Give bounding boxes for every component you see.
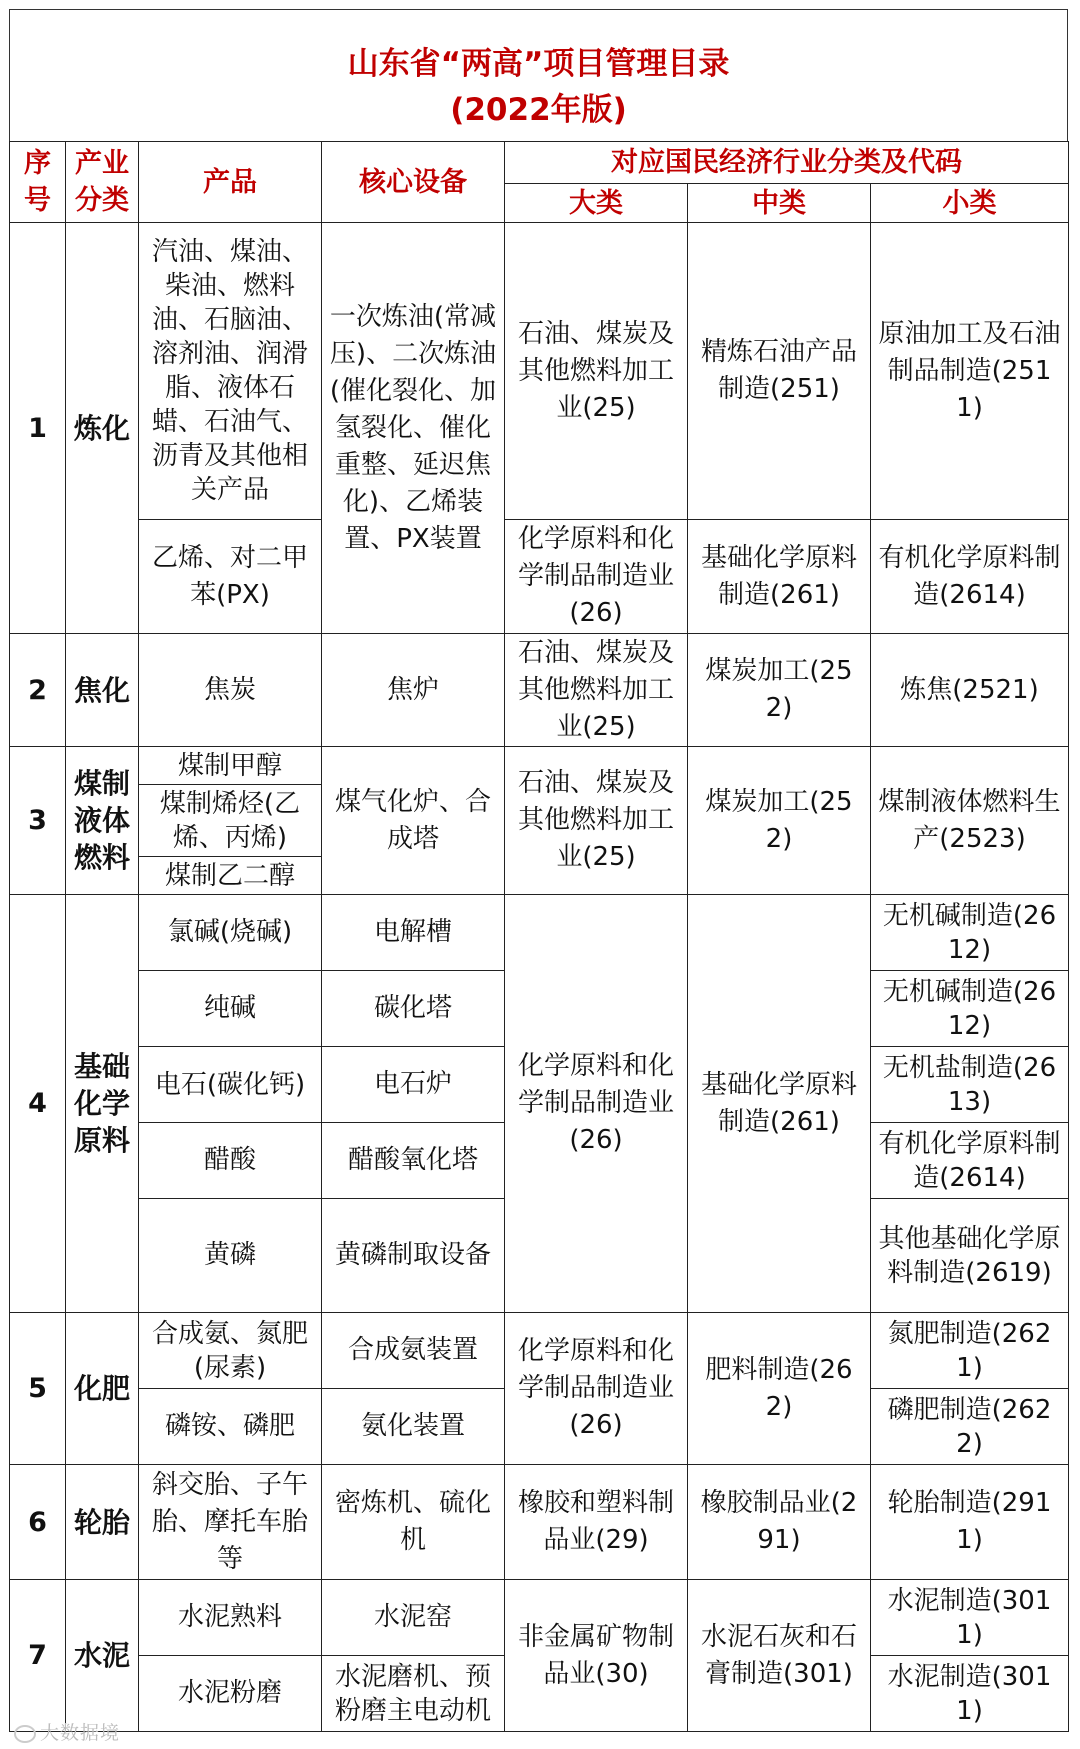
row-major: 石油、煤炭及其他燃料加工业(25) [505, 747, 688, 895]
header-middle: 中类 [688, 184, 871, 223]
row-seq: 7 [10, 1580, 66, 1732]
row-minor: 有机化学原料制造(2614) [871, 1123, 1069, 1199]
row-product: 汽油、煤油、柴油、燃料油、石脑油、溶剂油、润滑脂、液体石蜡、石油气、沥青及其他相关产品 [139, 223, 322, 520]
row-product: 焦炭 [139, 634, 322, 747]
table-row [10, 1313, 1069, 1389]
row-product: 磷铵、磷肥 [139, 1389, 322, 1465]
row-product: 合成氨、氮肥(尿素) [139, 1313, 322, 1389]
row-category: 煤制液体燃料 [66, 747, 139, 895]
row-equipment: 电解槽 [322, 895, 505, 971]
row-product: 水泥粉磨 [139, 1656, 322, 1732]
row-product: 乙烯、对二甲苯(PX) [139, 520, 322, 634]
catalog-table [9, 141, 1069, 1732]
row-major: 非金属矿物制品业(30) [505, 1580, 688, 1732]
row-minor: 无机盐制造(2613) [871, 1047, 1069, 1123]
row-equipment: 碳化塔 [322, 971, 505, 1047]
row-seq: 2 [10, 634, 66, 747]
row-product: 斜交胎、子午胎、摩托车胎等 [139, 1465, 322, 1580]
row-product: 煤制乙二醇 [139, 857, 322, 895]
row-product: 煤制烯烃(乙烯、丙烯) [139, 785, 322, 857]
row-equipment: 焦炉 [322, 634, 505, 747]
row-seq: 3 [10, 747, 66, 895]
row-middle: 精炼石油产品制造(251) [688, 223, 871, 520]
table-row [10, 1580, 1069, 1656]
row-minor: 轮胎制造(2911) [871, 1465, 1069, 1580]
row-seq: 5 [10, 1313, 66, 1465]
header-equipment: 核心设备 [322, 142, 505, 223]
row-minor: 无机碱制造(2612) [871, 895, 1069, 971]
watermark-text: 大数据境 [40, 1722, 121, 1744]
row-category: 焦化 [66, 634, 139, 747]
row-minor: 原油加工及石油制品制造(2511) [871, 223, 1069, 520]
row-product: 氯碱(烧碱) [139, 895, 322, 971]
watermark-logo-icon [14, 1725, 36, 1743]
row-minor: 水泥制造(3011) [871, 1656, 1069, 1732]
row-equipment: 黄磷制取设备 [322, 1199, 505, 1313]
row-major: 化学原料和化学制品制造业(26) [505, 1313, 688, 1465]
row-equipment: 电石炉 [322, 1047, 505, 1123]
watermark [14, 1718, 120, 1745]
row-major: 化学原料和化学制品制造业(26) [505, 895, 688, 1313]
row-minor: 炼焦(2521) [871, 634, 1069, 747]
header-minor: 小类 [871, 184, 1069, 223]
row-equipment: 一次炼油(常减压)、二次炼油(催化裂化、加氢裂化、催化重整、延迟焦化)、乙烯装置、PX装置 [322, 223, 505, 634]
row-major: 橡胶和塑料制品业(29) [505, 1465, 688, 1580]
row-middle: 煤炭加工(252) [688, 747, 871, 895]
row-product: 醋酸 [139, 1123, 322, 1199]
row-category: 水泥 [66, 1580, 139, 1732]
header-national-classification: 对应国民经济行业分类及代码 [505, 142, 1069, 184]
row-middle: 肥料制造(262) [688, 1313, 871, 1465]
document-title: 山东省“两高”项目管理目录 [347, 46, 730, 82]
table-row [10, 223, 1069, 520]
row-product: 电石(碳化钙) [139, 1047, 322, 1123]
row-minor: 有机化学原料制造(2614) [871, 520, 1069, 634]
row-equipment: 醋酸氧化塔 [322, 1123, 505, 1199]
table-row [10, 634, 1069, 747]
row-middle: 橡胶制品业(291) [688, 1465, 871, 1580]
document-edition: (2022年版) [450, 92, 627, 128]
row-product: 煤制甲醇 [139, 747, 322, 785]
header-industry: 产业分类 [66, 142, 139, 223]
row-product: 水泥熟料 [139, 1580, 322, 1656]
row-major: 石油、煤炭及其他燃料加工业(25) [505, 223, 688, 520]
table-row [10, 1465, 1069, 1580]
row-minor: 煤制液体燃料生产(2523) [871, 747, 1069, 895]
row-product: 黄磷 [139, 1199, 322, 1313]
row-middle: 水泥石灰和石膏制造(301) [688, 1580, 871, 1732]
row-equipment: 水泥窑 [322, 1580, 505, 1656]
row-seq: 4 [10, 895, 66, 1313]
row-seq: 1 [10, 223, 66, 634]
row-minor: 水泥制造(3011) [871, 1580, 1069, 1656]
row-minor: 氮肥制造(2621) [871, 1313, 1069, 1389]
row-middle: 煤炭加工(252) [688, 634, 871, 747]
row-minor: 其他基础化学原料制造(2619) [871, 1199, 1069, 1313]
header-seq: 序号 [10, 142, 66, 223]
table-row [10, 895, 1069, 971]
row-middle: 基础化学原料制造(261) [688, 520, 871, 634]
row-category: 基础化学原料 [66, 895, 139, 1313]
row-minor: 无机碱制造(2612) [871, 971, 1069, 1047]
row-equipment: 煤气化炉、合成塔 [322, 747, 505, 895]
document-page [9, 9, 1070, 1740]
row-equipment: 合成氨装置 [322, 1313, 505, 1389]
table-row [10, 520, 1069, 634]
header-major: 大类 [505, 184, 688, 223]
header-product: 产品 [139, 142, 322, 223]
row-minor: 磷肥制造(2622) [871, 1389, 1069, 1465]
row-major: 化学原料和化学制品制造业(26) [505, 520, 688, 634]
row-equipment: 水泥磨机、预粉磨主电动机 [322, 1656, 505, 1732]
row-middle: 基础化学原料制造(261) [688, 895, 871, 1313]
title-box [9, 9, 1068, 142]
row-category: 轮胎 [66, 1465, 139, 1580]
row-major: 石油、煤炭及其他燃料加工业(25) [505, 634, 688, 747]
row-product: 纯碱 [139, 971, 322, 1047]
row-category: 化肥 [66, 1313, 139, 1465]
row-category: 炼化 [66, 223, 139, 634]
row-seq: 6 [10, 1465, 66, 1580]
table-row [10, 747, 1069, 785]
row-equipment: 密炼机、硫化机 [322, 1465, 505, 1580]
row-equipment: 氨化装置 [322, 1389, 505, 1465]
